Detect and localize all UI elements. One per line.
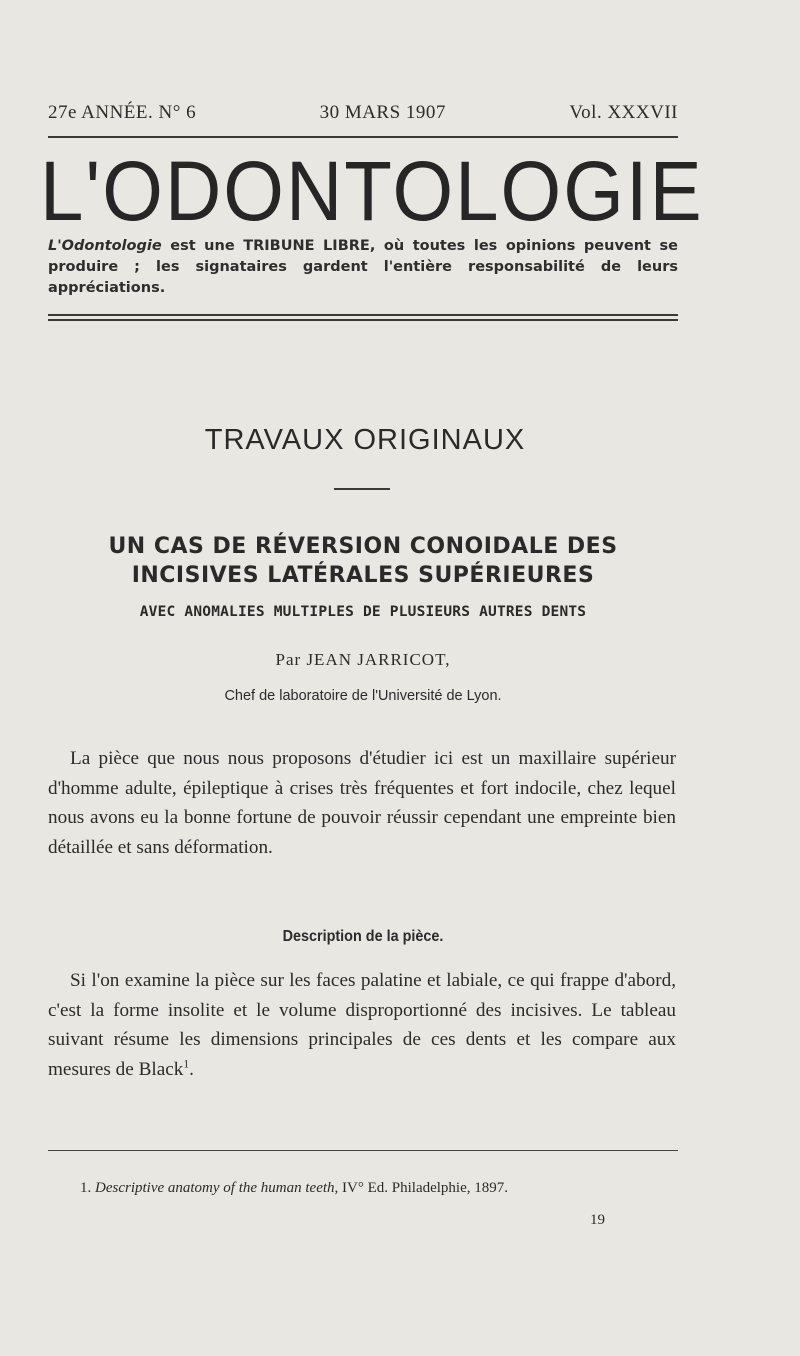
byline-by: Par — [275, 650, 302, 669]
article-title-line-2: INCISIVES LATÉRALES SUPÉRIEURES — [131, 563, 595, 588]
issue-number: 27e ANNÉE. N° 6 — [48, 102, 197, 123]
notice-journal-name: L'Odontologie — [48, 238, 162, 254]
subsection-heading: Description de la pièce. — [282, 928, 444, 945]
footnote-rule — [48, 1150, 678, 1151]
footnote — [80, 1180, 680, 1197]
footnote-number: 1. — [80, 1180, 92, 1196]
paragraph-1: La pièce que nous nous proposons d'étudier ici est un maxillaire supérieur d'homme adulte, épileptique à crises très fréquentes et fort indocile, chez lequel nous avons eu la bonne fortune de pouvoir réussir cependant une empreinte bien détaillée et sans déformation. — [48, 748, 676, 858]
paragraph-2-text: Si l'on examine la pièce sur les faces palatine et labiale, ce qui frappe d'abord, c'est la forme insolite et le volume disproportionné des incisives. Le tableau suivant résume les dimensions principales de ces dents et les compare aux mesures de Black — [48, 970, 676, 1080]
article-subtitle: AVEC ANOMALIES MULTIPLES DE PLUSIEURS AUTRES DENTS — [139, 604, 587, 620]
section-divider — [334, 488, 390, 490]
footnote-details: IV° Ed. Philadelphie, 1897. — [338, 1180, 509, 1196]
paragraph-2 — [48, 966, 676, 1084]
running-header — [48, 102, 678, 124]
double-rule — [48, 314, 678, 324]
notice-text: est une TRIBUNE LIBRE, où toutes les opinions peuvent se produire ; les signataires gardent l'entière responsabilité de leurs appréciations. — [48, 238, 678, 296]
header-rule — [48, 136, 678, 138]
paragraph-2-end: . — [189, 1058, 194, 1080]
byline — [48, 650, 678, 670]
author-affiliation: Chef de laboratoire de l'Université de Lyon. — [224, 688, 502, 704]
journal-masthead: L'ODONTOLOGIE — [40, 143, 704, 239]
footnote-ref: 1 — [183, 1058, 190, 1071]
editorial-notice — [48, 236, 678, 299]
article-title-line-1: UN CAS DE RÉVERSION CONOIDALE DES — [108, 534, 618, 559]
volume-number: Vol. XXXVII — [569, 102, 678, 123]
article-title — [48, 532, 678, 590]
page-number: 19 — [590, 1212, 605, 1228]
section-title: TRAVAUX ORIGINAUX — [204, 424, 526, 456]
issue-date: 30 MARS 1907 — [319, 102, 446, 123]
author-name: JEAN JARRICOT, — [306, 650, 451, 669]
footnote-title: Descriptive anatomy of the human teeth, — [95, 1180, 339, 1196]
